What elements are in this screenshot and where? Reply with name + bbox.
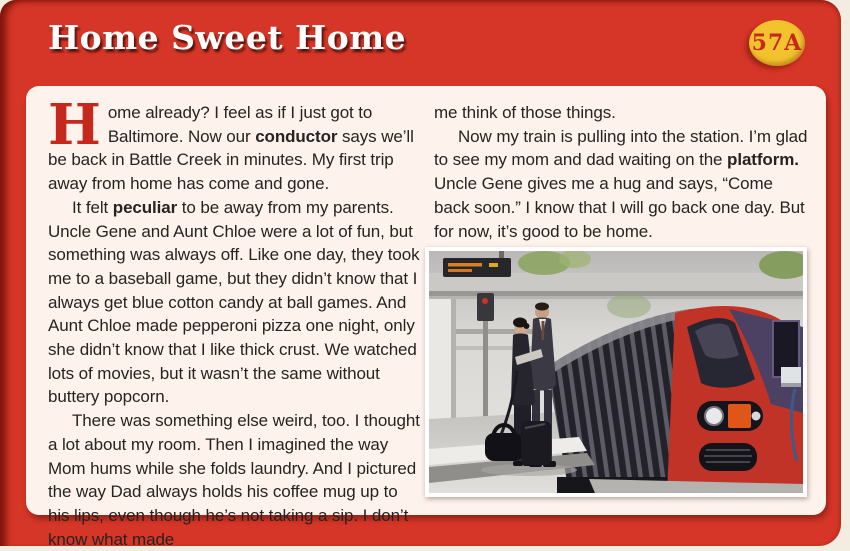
card-number-badge	[749, 20, 805, 66]
paragraph	[48, 92, 423, 196]
card-number: 57A	[751, 30, 803, 56]
paragraph	[48, 196, 423, 409]
text-column-right	[434, 101, 809, 243]
text-column-left	[48, 92, 423, 551]
text-run: Now my train is pulling into the station. I’m glad to see my mom and dad waiting on the	[434, 126, 808, 170]
paragraph	[48, 409, 423, 551]
text-run: says we’ll be back in Battle Creek in minutes. My first trip away from home has come and gone.	[48, 126, 414, 194]
train-platform-photo	[429, 251, 803, 493]
vocabulary-word: conductor	[255, 126, 338, 146]
drop-cap: H	[48, 92, 101, 158]
paragraph	[434, 101, 809, 125]
vocabulary-word: peculiar	[112, 197, 178, 217]
platform-photo-frame	[425, 247, 807, 497]
text-run: me think of those things.	[434, 103, 616, 122]
text-run: It felt	[72, 197, 113, 217]
text-run: There was something else weird, too. I thought a lot about my room. Then I imagined the way Mom hums while she folds laundry. And I pictured the way Dad always holds his coffee mug up to his lips, even though he’s not taking a sip. I don’t know what made	[48, 411, 420, 549]
story-panel	[26, 86, 826, 549]
text-run: Uncle Gene gives me a hug and says, “Come back soon.” I know that I will go back one day. But for now, it’s good to be home.	[434, 174, 805, 241]
text-run: ome already? I feel as if I just got to Baltimore. Now our	[107, 103, 373, 146]
text-run: to be away from my parents. Uncle Gene and Aunt Chloe were a lot of fun, but something was always off. Like one day, they took me to a baseball game, but they didn’t know that I always get blue cotton candy at ball games. And Aunt Chloe made pepperoni pizza one night, only she didn’t know that I like thick crust. We watched lots of movies, but it wasn’t the same without buttery popcorn.	[48, 197, 420, 407]
card-title: Home Sweet Home	[48, 18, 407, 57]
vocabulary-word: platform.	[727, 150, 799, 170]
paragraph	[434, 125, 809, 244]
